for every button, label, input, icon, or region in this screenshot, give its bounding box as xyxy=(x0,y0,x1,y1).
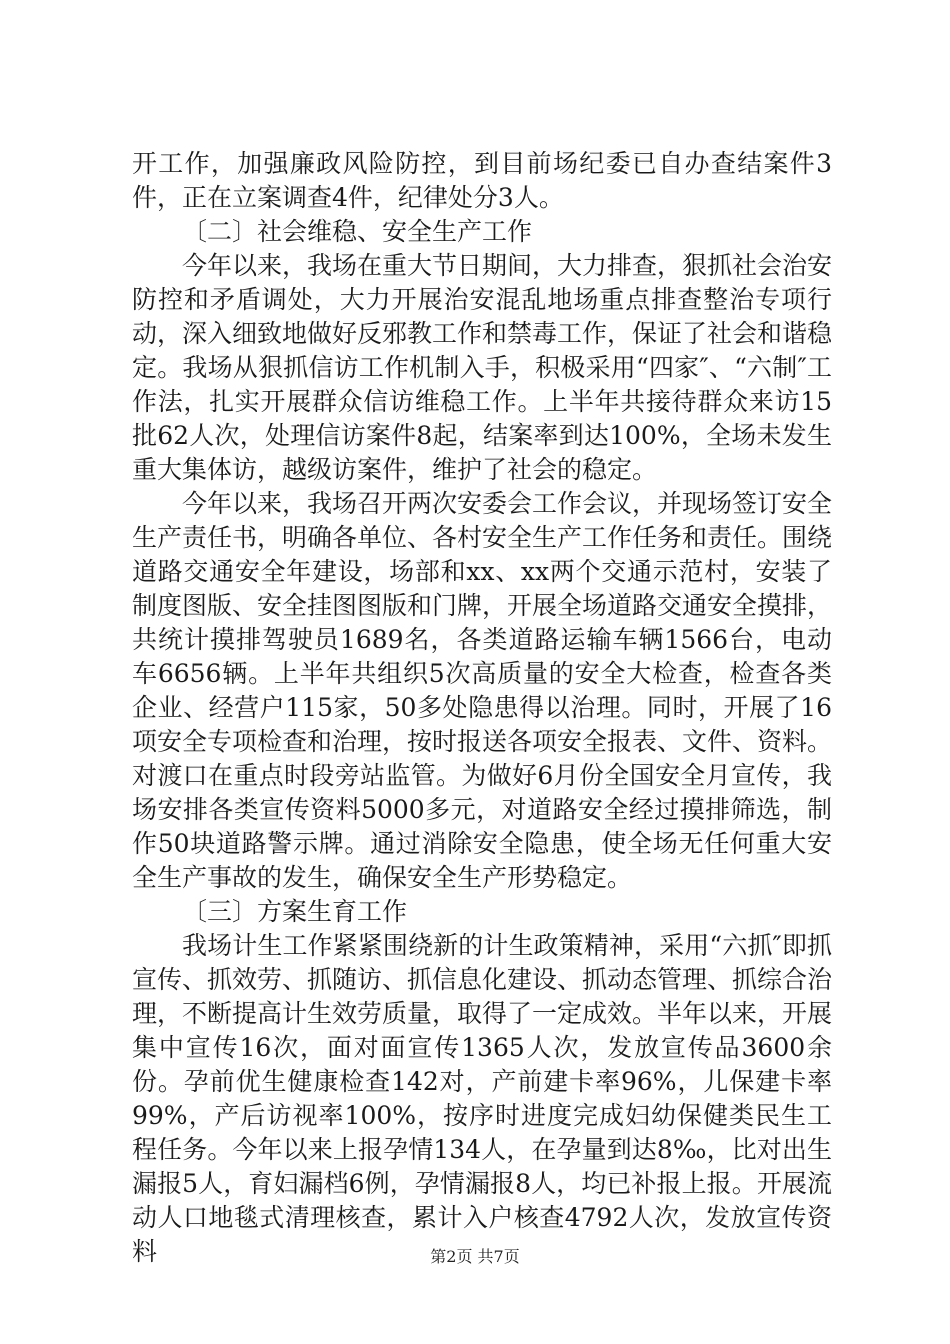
page-footer: 第2页 共7页 xyxy=(430,1247,520,1266)
paragraph-safety: 今年以来，我场召开两次安委会工作会议，并现场签订安全生产责任书，明确各单位、各村安全生产工作任务和责任。围绕道路交通安全年建设，场部和xx、xx两个交通示范村，安装了制度图版、安全挂图图版和门牌，开展全场道路交通安全摸排，共统计摸排驾驶员1689名，各类道路运输车辆1566台，电动车6656辆。上半年共组织5次高质量的安全大检查，检查各类企业、经营户115家，50多处隐患得以治理。同时，开展了16项安全专项检查和治理，按时报送各项安全报表、文件、资料。对渡口在重点时段旁站监管。为做好6月份全国安全月宣传，我场安排各类宣传资料5000多元，对道路安全经过摸排筛选，制作50块道路警示牌。通过消除安全隐患，使全场无任何重大安全生产事故的发生，确保安全生产形势稳定。 xyxy=(132,489,833,892)
paragraph-continuation: 开工作，加强廉政风险防控，到目前场纪委已自办查结案件3件，正在立案调查4件，纪律处分3人。 xyxy=(132,149,832,212)
paragraph-family-planning: 我场计生工作紧紧围绕新的计生政策精神，采用“六抓″即抓宣传、抓效劳、抓随访、抓信息化建设、抓动态管理、抓综合治理，不断提高计生效劳质量，取得了一定成效。半年以来，开展集中宣传16次，面对面宣传1365人次，发放宣传品3600余份。孕前优生健康检查142对，产前建卡率96%，儿保建卡率99%，产后访视率100%，按序时进度完成妇幼保健类民生工程任务。今年以来上报孕情134人，在孕量到达8‰，比对出生漏报5人，育妇漏档6例，孕情漏报8人，均已补报上报。开展流动人口地毯式清理核查，累计入户核查4792人次，发放宣传资料 xyxy=(132,931,833,1266)
paragraph-stability: 今年以来，我场在重大节日期间，大力排查，狠抓社会治安防控和矛盾调处，大力开展治安混乱地场重点排查整治专项行动，深入细致地做好反邪教工作和禁毒工作，保证了社会和谐稳定。我场从狠抓信访工作机制入手，积极采用“四家″、“六制″工作法，扎实开展群众信访维稳工作。上半年共接待群众来访15批62人次，处理信访案件8起，结案率到达100%，全场未发生重大集体访，越级访案件，维护了社会的稳定。 xyxy=(132,251,833,484)
document-body xyxy=(132,147,832,1269)
section-heading-2: 〔二〕社会维稳、安全生产工作 xyxy=(182,217,533,246)
section-heading-3: 〔三〕方案生育工作 xyxy=(182,897,408,926)
